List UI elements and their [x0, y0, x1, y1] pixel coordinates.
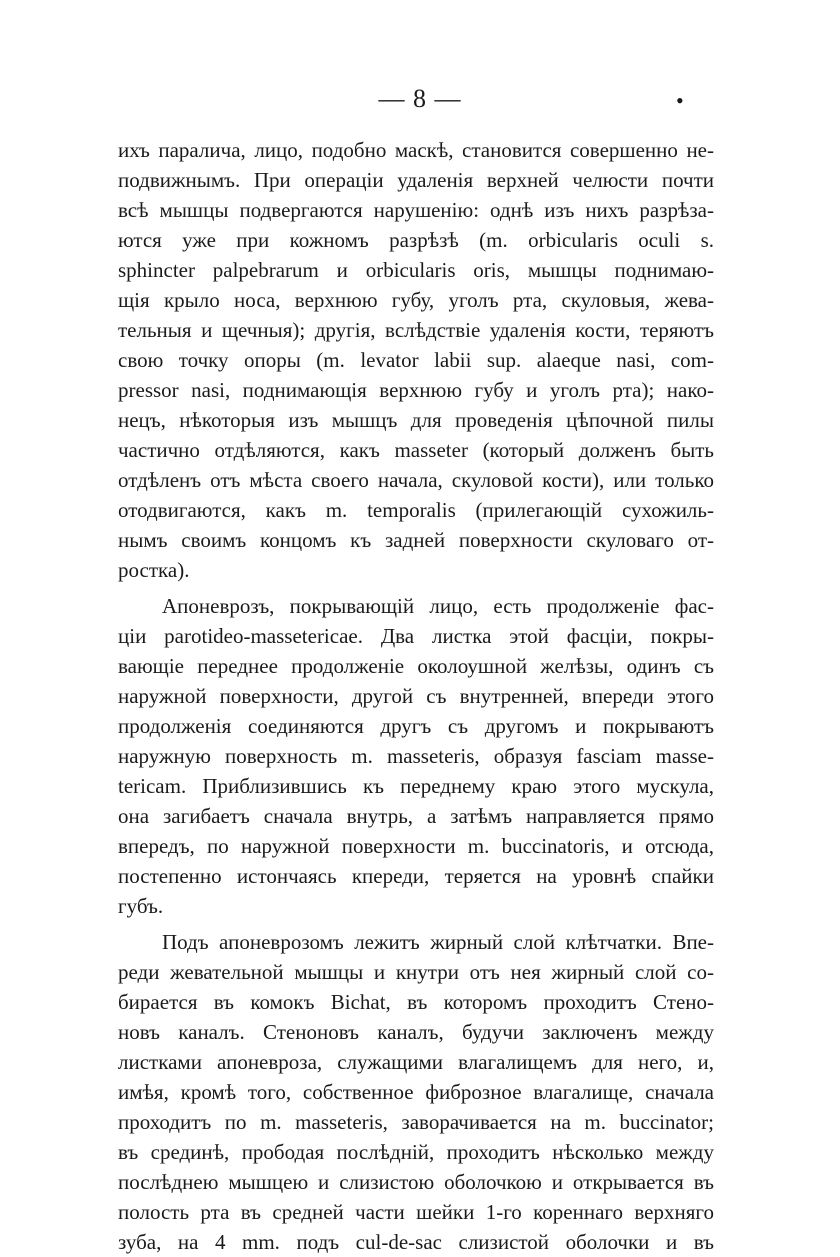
page-number: — 8 —	[378, 84, 462, 113]
text-line: sphincter palpebrarum и orbicularis oris, мышцы поднимаю-	[118, 258, 714, 282]
text-line: tericam. Приблизившись къ переднему краю этого мускула,	[118, 774, 714, 798]
text-line: вающіе переднее продолженіе околоушной желѣзы, одинъ съ	[118, 654, 714, 678]
text-line: проходитъ по m. masseteris, заворачивается на m. buccinator;	[118, 1110, 714, 1134]
paragraph	[118, 591, 714, 921]
text-line: полость рта въ средней части шейки 1-го кореннаго верхняго	[118, 1200, 714, 1224]
text-line: постепенно истончаясь кпереди, теряется на уровнѣ спайки	[118, 864, 714, 888]
text-line: тельныя и щечныя); другія, вслѣдствіе удаленія кости, теряютъ	[118, 318, 714, 342]
text-line: pressor nasi, поднимающія верхнюю губу и уголъ рта); нако-	[118, 378, 714, 402]
text-line: продолженія соединяются другъ съ другомъ и покрываютъ	[118, 714, 714, 738]
text-line: нецъ, нѣкоторыя изъ мышцъ для проведенія цѣпочной пилы	[118, 408, 714, 432]
text-line: нымъ своимъ концомъ къ задней поверхности скуловаго от-	[118, 528, 714, 552]
text-line: впередъ, по наружной поверхности m. buccinatoris, и отсюда,	[118, 834, 714, 858]
text-line: листками апоневроза, служащими влагалищемъ для него, и,	[118, 1050, 714, 1074]
text-line: бирается въ комокъ Bichat, въ которомъ проходитъ Стено-	[118, 990, 714, 1014]
text-line: отодвигаются, какъ m. temporalis (прилегающій сухожиль-	[118, 498, 714, 522]
text-line: имѣя, кромѣ того, собственное фиброзное влагалище, сначала	[118, 1080, 714, 1104]
text-line: наружной поверхности, другой съ внутренней, впереди этого	[118, 684, 714, 708]
text-line: новъ каналъ. Стеноновъ каналъ, будучи заключенъ между	[118, 1020, 714, 1044]
text-line: подвижнымъ. При операціи удаленія верхней челюсти почти	[118, 168, 714, 192]
text-line: частично отдѣляются, какъ masseter (который долженъ быть	[118, 438, 714, 462]
text-line: щія крыло носа, верхнюю губу, уголъ рта, скуловыя, жева-	[118, 288, 714, 312]
text-line: послѣднею мышцею и слизистою оболочкою и открывается въ	[118, 1170, 714, 1194]
text-line: въ срединѣ, прободая послѣдній, проходитъ нѣсколько между	[118, 1140, 714, 1164]
page-mark: •	[676, 88, 684, 113]
text-line: Апоневрозъ, покрывающій лицо, есть продолженіе фас-	[162, 594, 714, 618]
text-line: зуба, на 4 mm. подъ cul-de-sac слизистой оболочки и въ	[118, 1230, 714, 1254]
text-line: Подъ апоневрозомъ лежитъ жирный слой клѣтчатки. Впе-	[162, 930, 714, 954]
paragraph	[118, 135, 714, 585]
text-line: реди жевательной мышцы и кнутри отъ нея жирный слой со-	[118, 960, 714, 984]
text-line: свою точку опоры (m. levator labii sup. alaeque nasi, com-	[118, 348, 714, 372]
text-line: всѣ мышцы подвергаются нарушенію: однѣ изъ нихъ разрѣза-	[118, 198, 714, 222]
text-line: наружную поверхность m. masseteris, образуя fasciam masse-	[118, 744, 714, 768]
paragraph	[118, 927, 714, 1257]
body-text	[118, 135, 714, 1257]
text-line: ихъ паралича, лицо, подобно маскѣ, становится совершенно не-	[118, 138, 714, 162]
text-line: отдѣленъ отъ мѣста своего начала, скуловой кости), или только	[118, 468, 714, 492]
text-line: губъ.	[118, 894, 164, 918]
text-line: ются уже при кожномъ разрѣзѣ (m. orbicularis oculi s.	[118, 228, 714, 252]
text-line: она загибаетъ сначала внутрь, а затѣмъ направляется прямо	[118, 804, 714, 828]
text-line: ростка).	[118, 558, 190, 582]
text-line: ціи parotideo-massetericae. Два листка этой фасціи, покры-	[118, 624, 714, 648]
